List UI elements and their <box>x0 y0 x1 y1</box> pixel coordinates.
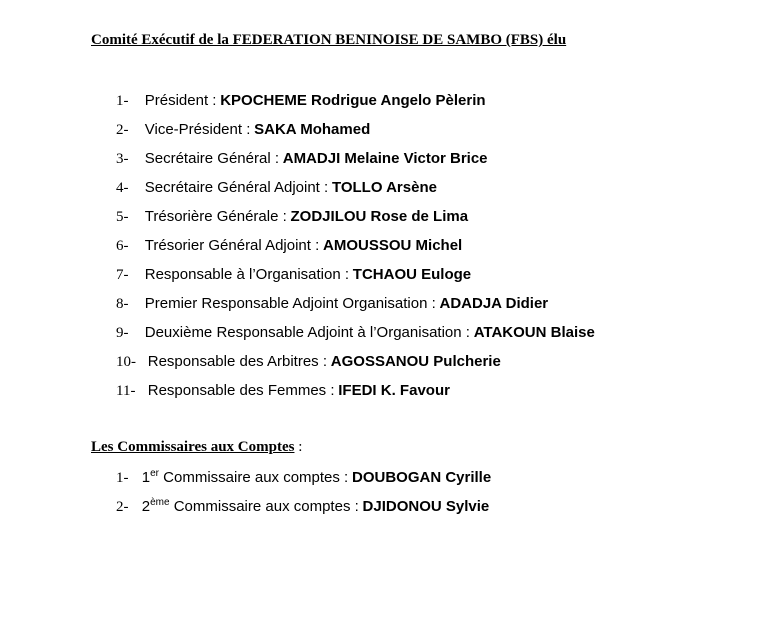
list-item <box>116 496 489 518</box>
list-item <box>116 177 437 199</box>
item-name: TCHAOU Euloge <box>352 266 472 283</box>
item-number: 2- <box>116 499 129 515</box>
item-number: 6- <box>116 238 129 254</box>
item-role: Trésorière Générale : <box>144 208 287 225</box>
item-number: 2- <box>116 122 129 138</box>
item-name: TOLLO Arsène <box>331 179 437 196</box>
item-role: Responsable des Arbitres : <box>147 353 328 370</box>
item-role <box>142 498 359 515</box>
item-name: ATAKOUN Blaise <box>473 324 595 341</box>
ordinal-suffix: ème <box>150 497 170 508</box>
item-number: 1- <box>116 93 129 109</box>
list-item <box>116 380 450 402</box>
item-role: Trésorier Général Adjoint : <box>144 237 320 254</box>
item-name: AMOUSSOU Michel <box>323 237 463 254</box>
item-name: AGOSSANOU Pulcherie <box>330 353 501 370</box>
item-name: AMADJI Melaine Victor Brice <box>282 150 488 167</box>
item-name: DJIDONOU Sylvie <box>362 498 490 515</box>
auditors-heading <box>91 439 302 456</box>
auditors-heading-colon: : <box>294 439 303 455</box>
list-item <box>116 467 491 489</box>
list-item <box>116 293 548 315</box>
list-item <box>116 264 471 286</box>
item-number: 8- <box>116 296 129 312</box>
list-item <box>116 119 370 141</box>
item-name: SAKA Mohamed <box>254 121 371 138</box>
list-item <box>116 206 468 228</box>
item-role: Secrétaire Général : <box>144 150 279 167</box>
item-number: 1- <box>116 470 129 486</box>
ordinal: 2 <box>141 498 151 515</box>
item-name: ZODJILOU Rose de Lima <box>290 208 469 225</box>
item-number: 3- <box>116 151 129 167</box>
item-name: KPOCHEME Rodrigue Angelo Pèlerin <box>220 92 486 109</box>
list-item <box>116 322 595 344</box>
item-number: 4- <box>116 180 129 196</box>
item-role: Secrétaire Général Adjoint : <box>144 179 329 196</box>
list-item <box>116 351 501 373</box>
item-number: 9- <box>116 325 129 341</box>
ordinal-suffix: er <box>150 468 159 479</box>
role-text: Commissaire aux comptes : <box>173 498 359 515</box>
item-number: 7- <box>116 267 129 283</box>
item-name: DOUBOGAN Cyrille <box>351 469 492 486</box>
document-title: Comité Exécutif de la FEDERATION BENINOISE DE SAMBO (FBS) élu <box>91 32 567 48</box>
item-role: Deuxième Responsable Adjoint à l’Organisation : <box>144 324 470 341</box>
role-text: Commissaire aux comptes : <box>163 469 349 486</box>
ordinal: 1 <box>141 469 151 486</box>
item-name: IFEDI K. Favour <box>338 382 450 399</box>
auditors-heading-text: Les Commissaires aux Comptes <box>91 439 295 455</box>
item-role: Premier Responsable Adjoint Organisation : <box>144 295 436 312</box>
item-role: Responsable des Femmes : <box>147 382 335 399</box>
item-name: ADADJA Didier <box>439 295 549 312</box>
item-role: Responsable à l’Organisation : <box>144 266 350 283</box>
list-item <box>116 148 488 170</box>
item-number: 11- <box>116 383 136 399</box>
item-number: 5- <box>116 209 129 225</box>
item-role <box>142 469 348 486</box>
item-role: Vice-Président : <box>144 121 251 138</box>
list-item <box>116 90 486 112</box>
item-role: Président : <box>144 92 217 109</box>
item-number: 10- <box>116 354 136 370</box>
list-item <box>116 235 462 257</box>
